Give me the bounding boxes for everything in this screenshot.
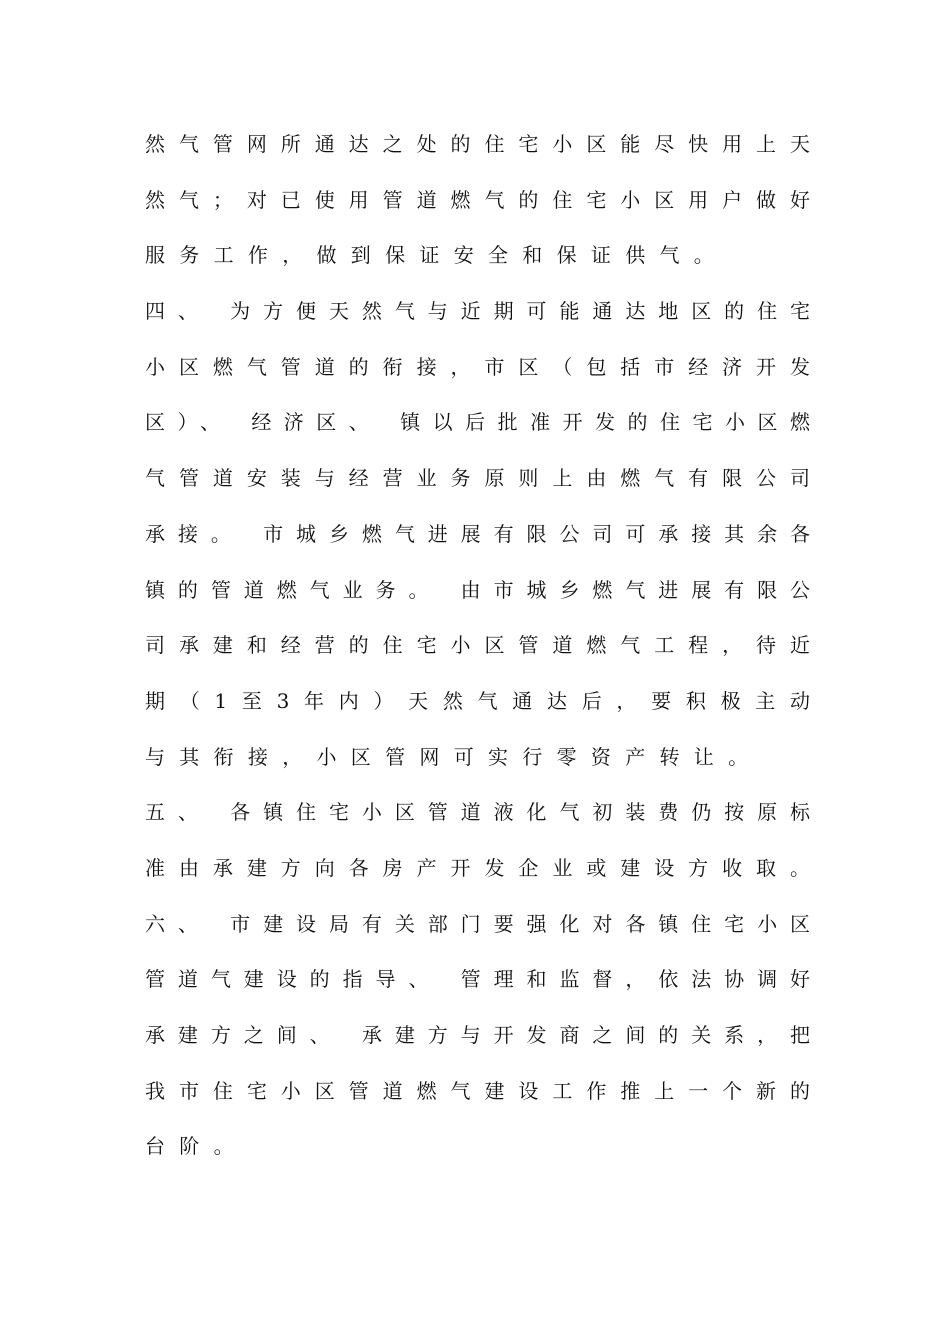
text-line-10: 司承建和经营的住宅小区管道燃气工程，待近 [145,633,810,658]
text-line-15: 六、 市建设局有关部门要强化对各镇住宅小区 [145,911,810,936]
text-line-5: 小区燃气管道的衔接，市区（包括市经济开发 [145,354,810,379]
text-line-2: 然气；对已使用管道燃气的住宅小区用户做好 [145,187,810,212]
text-line-6: 区）、 经济区、 镇以后批准开发的住宅小区燃 [145,410,810,435]
text-line-13: 五、 各镇住宅小区管道液化气初装费仍按原标 [145,800,810,825]
text-line-4: 四、 为方便天然气与近期可能通达地区的住宅 [145,299,810,324]
text-line-18: 我市住宅小区管道燃气建设工作推上一个新的 [145,1078,810,1103]
text-line-1: 然气管网所通达之处的住宅小区能尽快用上天 [145,132,810,156]
text-line-3: 服务工作，做到保证安全和保证供气。 [145,243,729,268]
text-line-11: 期（1至3年内）天然气通达后，要积极主动 [145,688,810,713]
text-line-8: 承接。 市城乡燃气进展有限公司可承接其余各 [145,521,810,546]
text-line-9: 镇的管道燃气业务。 由市城乡燃气进展有限公 [145,577,810,602]
text-line-16: 管道气建设的指导、 管理和监督，依法协调好 [145,967,810,992]
text-line-14: 准由承建方向各房产开发企业或建设方收取。 [145,855,810,880]
text-line-19: 台阶。 [145,1134,248,1159]
text-line-7: 气管道安装与经营业务原则上由燃气有限公司 [145,466,810,491]
body-text [145,117,810,1175]
text-line-17: 承建方之间、 承建方与开发商之间的关系，把 [145,1023,810,1047]
text-line-12: 与其衔接，小区管网可实行零资产转让。 [145,744,763,769]
